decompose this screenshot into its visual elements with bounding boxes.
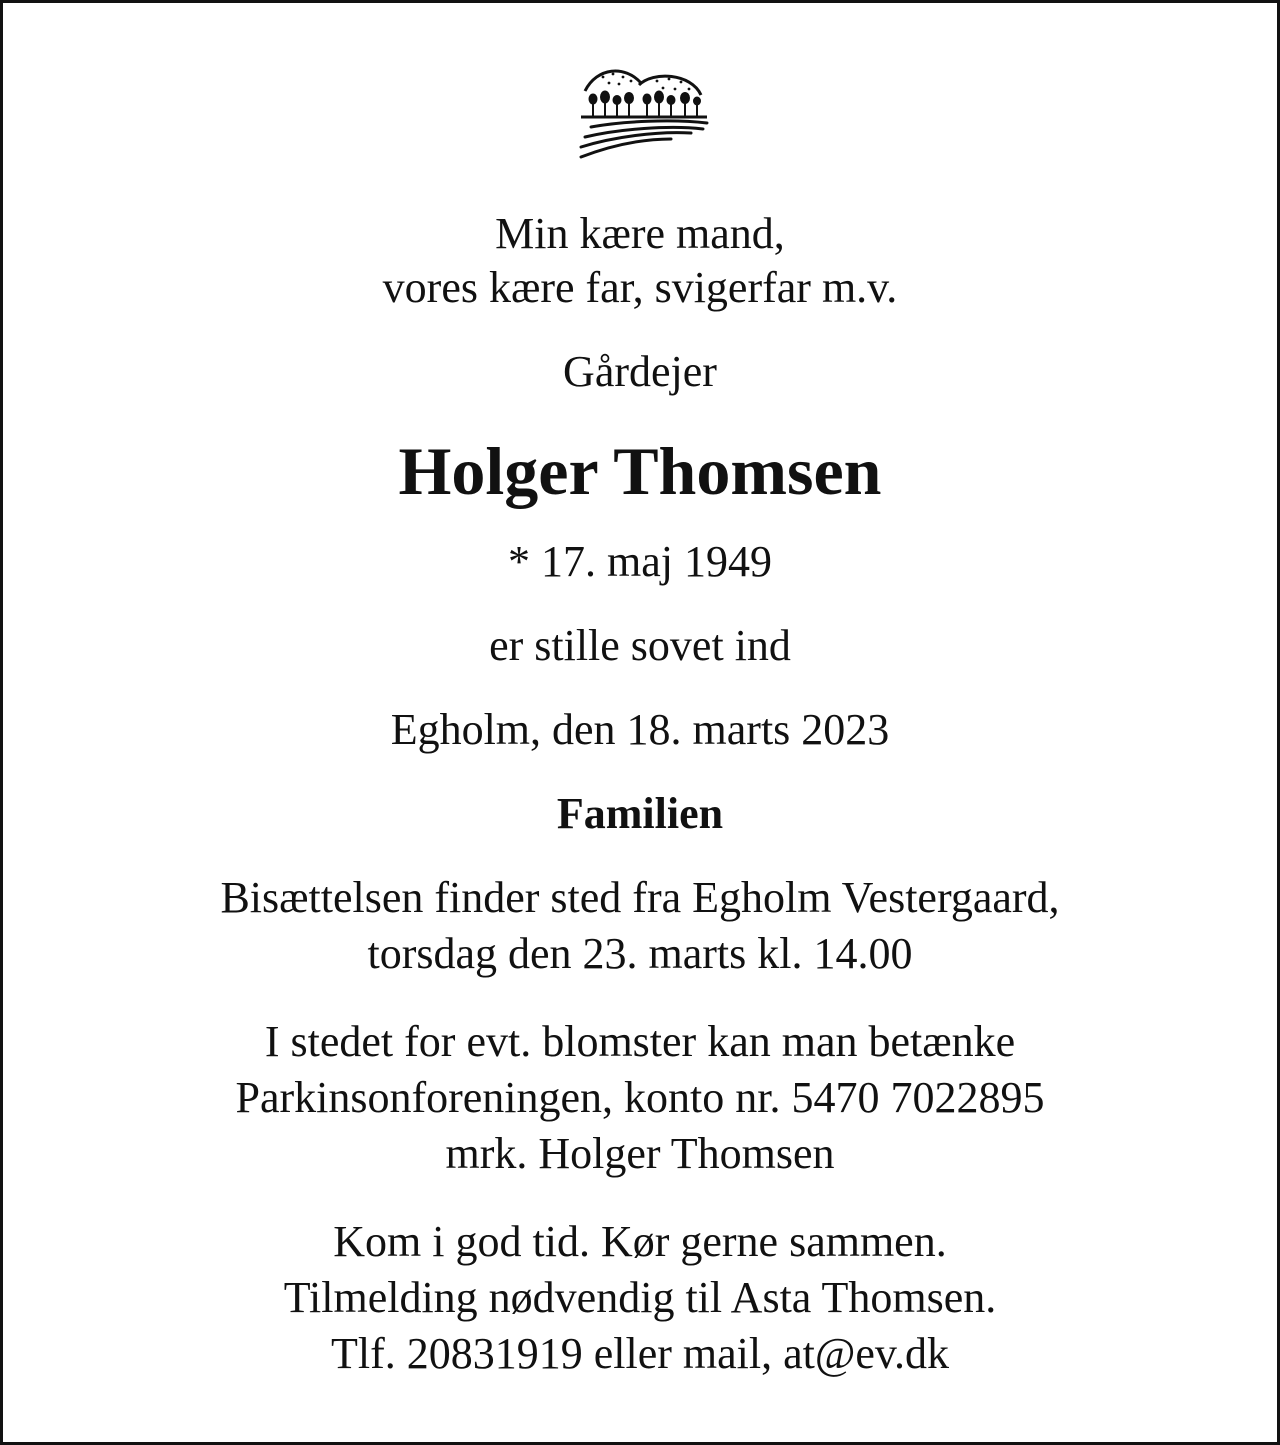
practical-info-line: Tlf. 20831919 eller mail, at@ev.dk xyxy=(330,1329,950,1378)
donation-line: mrk. Holger Thomsen xyxy=(445,1129,835,1178)
intro-line: vores kære far, svigerfar m.v. xyxy=(382,263,898,312)
donation-line: Parkinsonforeningen, konto nr. 5470 7022895 xyxy=(235,1073,1045,1122)
donation-line: I stedet for evt. blomster kan man betænke xyxy=(264,1017,1016,1066)
deceased-name: Holger Thomsen xyxy=(398,433,882,509)
signature: Familien xyxy=(556,789,724,838)
practical-info-line: Kom i god tid. Kør gerne sammen. xyxy=(333,1217,947,1266)
birth-date: * 17. maj 1949 xyxy=(508,537,772,586)
intro-line: Min kære mand, xyxy=(495,209,785,258)
practical-info-line: Tilmelding nødvendig til Asta Thomsen. xyxy=(283,1273,997,1322)
funeral-line: torsdag den 23. marts kl. 14.00 xyxy=(367,929,913,978)
funeral-line: Bisættelsen finder sted fra Egholm Vestergaard, xyxy=(220,873,1060,922)
landscape-trees-fields-icon xyxy=(573,61,713,165)
passing-statement: er stille sovet ind xyxy=(489,621,791,670)
place-and-date: Egholm, den 18. marts 2023 xyxy=(390,705,890,754)
occupation-title: Gårdejer xyxy=(563,347,717,396)
